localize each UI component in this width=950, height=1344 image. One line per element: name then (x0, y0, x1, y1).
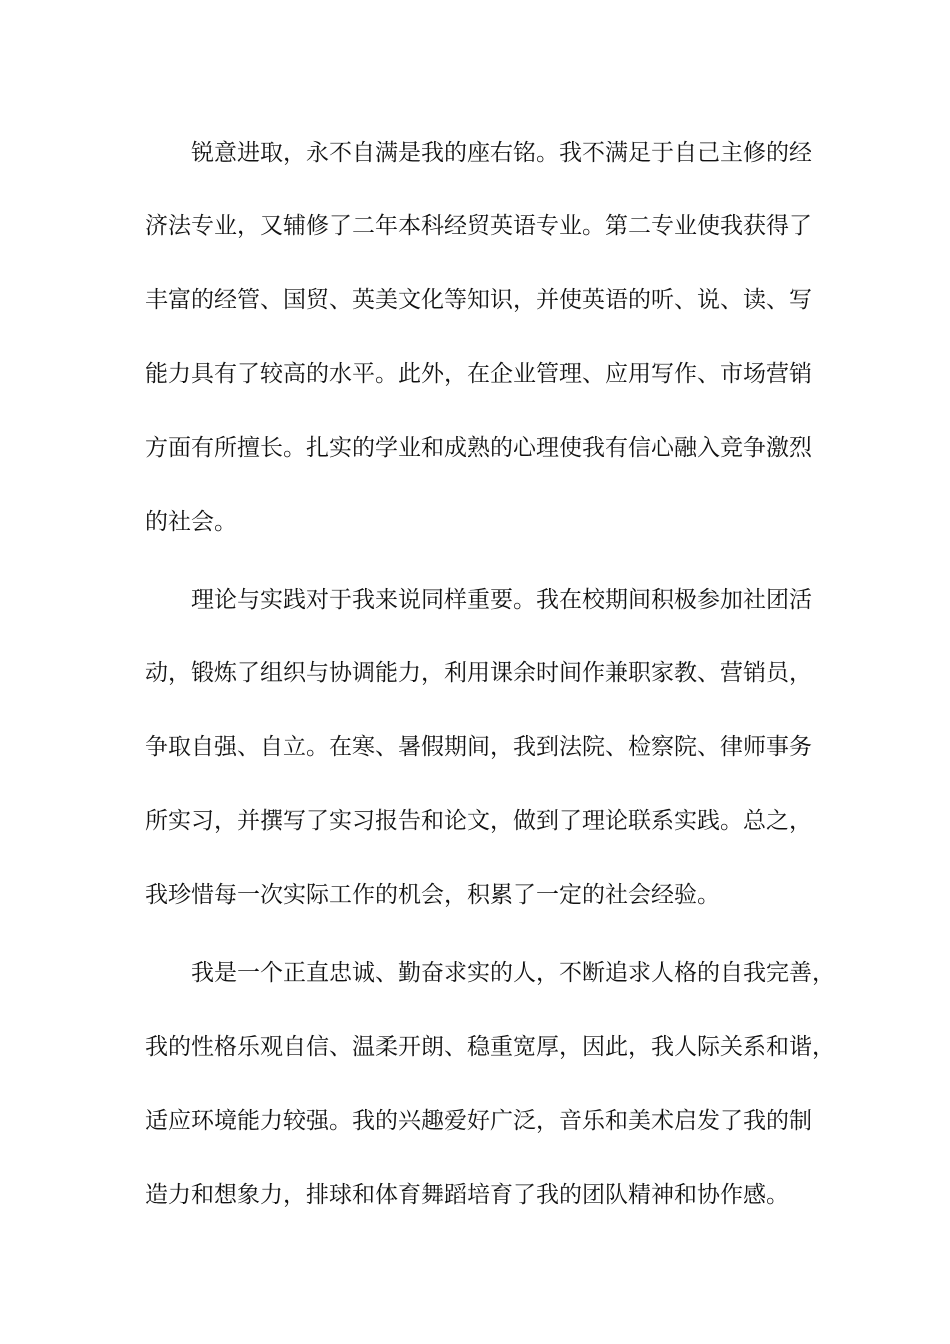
paragraph-line: 适应环境能力较强。我的兴趣爱好广泛，音乐和美术启发了我的制 (145, 1108, 812, 1134)
paragraph-line: 理论与实践对于我来说同样重要。我在校期间积极参加社团活 (191, 587, 812, 613)
paragraph-line: 造力和想象力，排球和体育舞蹈培育了我的团队精神和协作感。 (145, 1182, 789, 1208)
paragraph-line: 我的性格乐观自信、温柔开朗、稳重宽厚，因此，我人际关系和谐， (145, 1034, 835, 1060)
paragraph-line: 能力具有了较高的水平。此外，在企业管理、应用写作、市场营销 (145, 361, 812, 387)
paragraph-line: 我是一个正直忠诚、勤奋求实的人，不断追求人格的自我完善， (191, 960, 835, 986)
paragraph-line: 动，锻炼了组织与协调能力，利用课余时间作兼职家教、营销员， (145, 660, 812, 686)
paragraph-line: 锐意进取，永不自满是我的座右铭。我不满足于自己主修的经 (191, 140, 812, 166)
paragraph-line: 丰富的经管、国贸、英美文化等知识，并使英语的听、说、读、写 (145, 287, 812, 313)
paragraph-line: 争取自强、自立。在寒、暑假期间，我到法院、检察院、律师事务 (145, 734, 812, 760)
paragraph-line: 的社会。 (145, 509, 237, 535)
paragraph-line: 我珍惜每一次实际工作的机会，积累了一定的社会经验。 (145, 882, 720, 908)
paragraph-line: 方面有所擅长。扎实的学业和成熟的心理使我有信心融入竞争激烈 (145, 435, 812, 461)
paragraph-line: 济法专业，又辅修了二年本科经贸英语专业。第二专业使我获得了 (145, 213, 812, 239)
paragraph-line: 所实习，并撰写了实习报告和论文，做到了理论联系实践。总之， (145, 808, 812, 834)
